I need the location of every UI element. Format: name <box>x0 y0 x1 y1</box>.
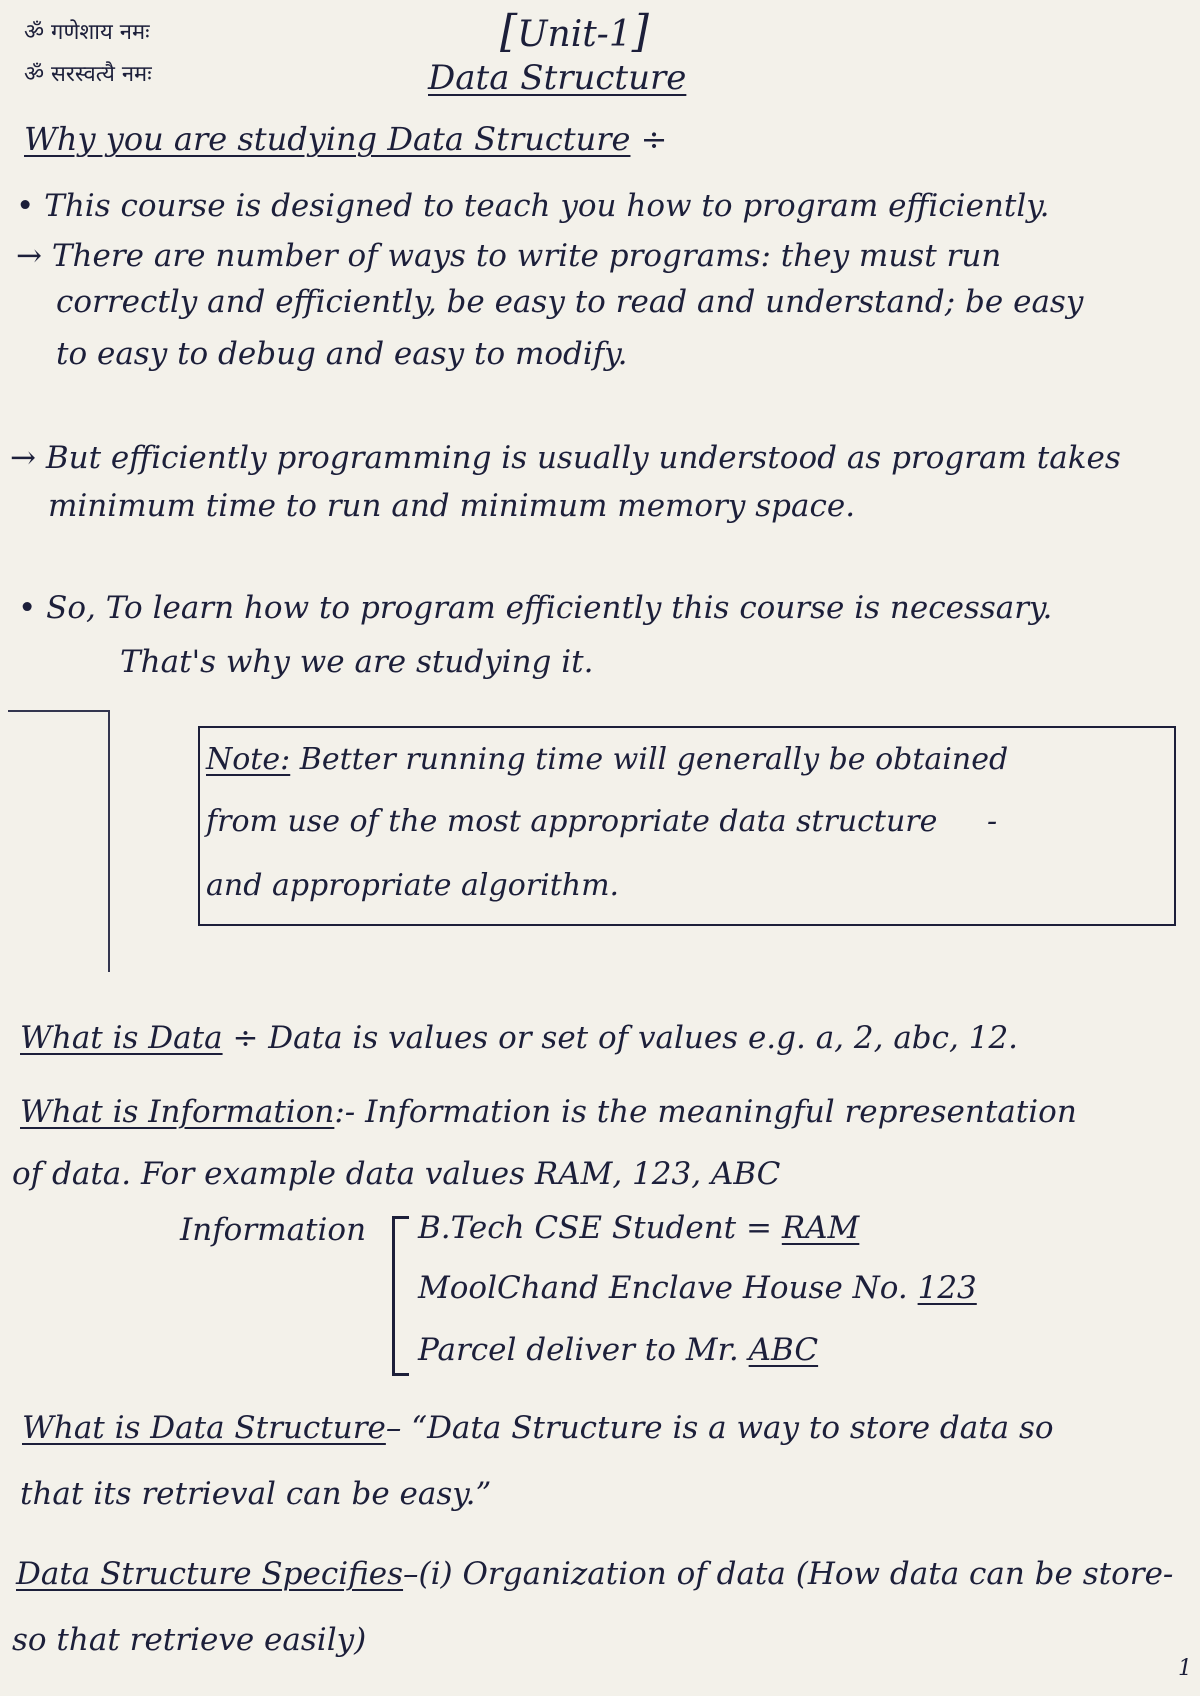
note-line: and appropriate algorithm. <box>206 868 620 903</box>
arrow-point-text: There are number of ways to write programs: they must run <box>51 238 1002 274</box>
example-value: RAM <box>781 1210 860 1246</box>
arrow-right-icon: → <box>16 238 42 274</box>
specifies-text: (i) Organization of data (How data can be store- <box>418 1556 1174 1592</box>
so-conclusion-line <box>18 590 1052 626</box>
data-structure-term: What is Data Structure <box>22 1410 386 1446</box>
note-line <box>206 742 1008 777</box>
example-text: Parcel deliver to Mr. <box>418 1332 749 1368</box>
bullet-text: This course is designed to teach you how to program efficiently. <box>44 188 1050 224</box>
bullet-course-purpose <box>16 188 1050 224</box>
data-text: Data is values or set of values e.g. a, 2, abc, 12. <box>268 1020 1019 1056</box>
arrow-point-line: to easy to debug and easy to modify. <box>56 336 628 372</box>
data-term: What is Data <box>20 1020 223 1056</box>
data-structure-definition <box>22 1410 1054 1446</box>
arrow-point-line: correctly and efficiently, be easy to read and understand; be easy <box>56 284 1084 320</box>
unit-label: Unit-1 <box>517 14 632 55</box>
information-term: What is Information <box>20 1094 335 1130</box>
subject-title: Data Structure <box>428 58 687 98</box>
page-number: 1 <box>1178 1656 1192 1681</box>
specifies-term: Data Structure Specifies <box>16 1556 404 1592</box>
information-label: Information <box>180 1212 367 1248</box>
bullet-dot-icon: • <box>16 188 35 224</box>
so-prefix: So, <box>46 590 96 626</box>
data-sep: ÷ <box>232 1020 259 1056</box>
margin-frame-lines <box>8 710 110 972</box>
unit-title <box>500 6 649 57</box>
example-value: 123 <box>917 1270 977 1306</box>
arrow-right-icon: → <box>10 440 36 476</box>
example-value: ABC <box>748 1332 819 1368</box>
specifies-sep: – <box>403 1556 419 1592</box>
so-conclusion-line: That's why we are studying it. <box>120 644 594 680</box>
data-structure-specifies <box>16 1556 1173 1592</box>
why-heading-text: Why you are studying Data Structure <box>24 120 631 158</box>
note-text: from use of the most appropriate data structure <box>206 804 938 839</box>
information-text: Information is the meaningful representation <box>365 1094 1077 1130</box>
information-bracket <box>392 1216 409 1376</box>
arrow-point-text: But efficiently programming is usually understood as program takes <box>45 440 1121 476</box>
information-definition <box>20 1094 1077 1130</box>
data-structure-quote: “Data Structure is a way to store data so <box>411 1410 1054 1446</box>
bullet-dot-icon: • <box>18 590 37 626</box>
arrow-point-line <box>10 440 1121 476</box>
arrow-point-line: minimum time to run and minimum memory space. <box>48 488 856 524</box>
invocation-saraswati: ॐ सरस्वत्यै नमः <box>24 62 152 87</box>
information-example <box>418 1332 818 1368</box>
data-definition <box>20 1020 1018 1056</box>
unit-open-bracket: [ <box>500 6 518 57</box>
data-structure-definition-cont: that its retrieval can be easy.” <box>20 1476 492 1512</box>
note-label: Note: <box>206 742 291 777</box>
example-text: MoolChand Enclave House No. <box>418 1270 918 1306</box>
note-line <box>206 804 997 839</box>
unit-close-bracket: ] <box>631 6 649 57</box>
note-text: Better running time will generally be obtained <box>299 742 1009 777</box>
information-example <box>418 1210 859 1246</box>
note-continuation-mark: - <box>986 804 998 839</box>
example-text: B.Tech CSE Student = <box>418 1210 782 1246</box>
information-sep: :- <box>334 1094 356 1130</box>
why-heading-mark: ÷ <box>640 120 668 158</box>
information-example <box>418 1270 977 1306</box>
invocation-ganesh: ॐ गणेशाय नमः <box>24 20 150 45</box>
why-heading <box>24 120 667 158</box>
data-structure-sep: – <box>385 1410 402 1446</box>
data-structure-specifies-cont: so that retrieve easily) <box>12 1622 367 1658</box>
arrow-point-line <box>16 238 1001 274</box>
information-definition-cont: of data. For example data values RAM, 123, ABC <box>12 1156 781 1192</box>
so-text: To learn how to program efficiently this course is necessary. <box>105 590 1053 626</box>
